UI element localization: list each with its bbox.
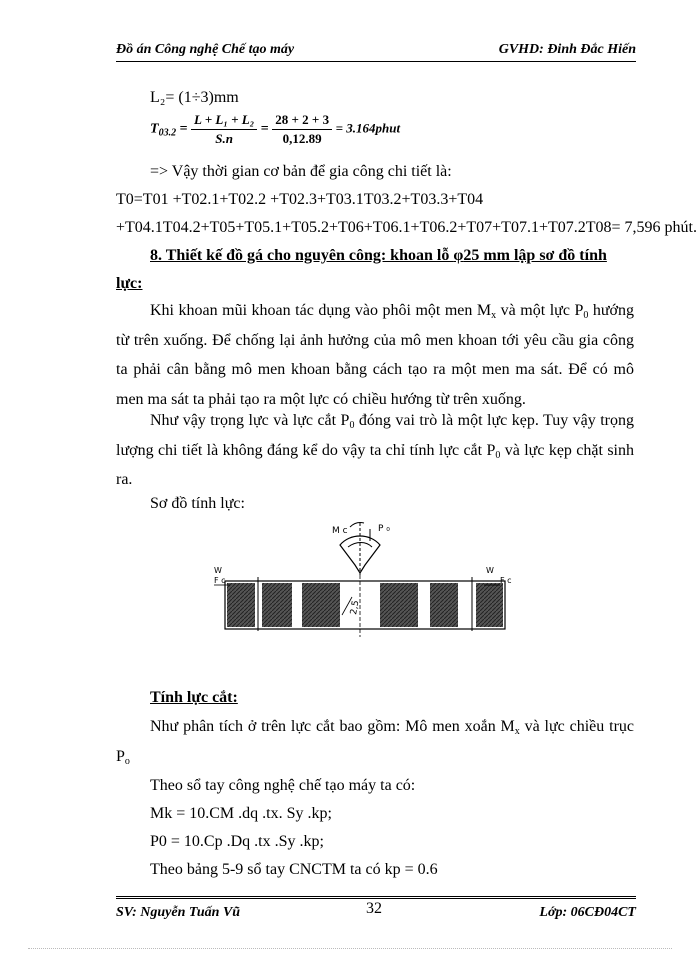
- hatch-left-inner: [262, 583, 292, 627]
- footer-rule: [116, 896, 636, 899]
- fraction-1-numerator: L + L₁ + L₂: [191, 112, 257, 130]
- label-moment: M c: [332, 526, 348, 536]
- total-time-line-1: T0=T01 +T02.1+T02.2 +T02.3+T03.1T03.2+T03.3+T04: [116, 191, 484, 208]
- hatch-right-inner: [430, 583, 458, 627]
- formula-l2: L₂= (1÷3)mm: [150, 89, 239, 106]
- label-w-right: W: [486, 566, 494, 575]
- header-advisor: GVHD: Đinh Đắc Hiến: [498, 42, 636, 57]
- formula-p0: P0 = 10.Cp .Dq .tx .Sy .kp;: [150, 833, 324, 850]
- section-8-heading-part-b: 25 mm lập sơ đồ tính: [463, 247, 607, 264]
- reference-handbook: Theo sổ tay công nghệ chế tạo máy ta có:: [150, 777, 416, 794]
- formula-fraction-2: [272, 112, 332, 147]
- moment-arrow: [350, 523, 364, 528]
- section-8-heading: [150, 246, 620, 266]
- header-doc-title: Đồ án Công nghệ Chế tạo máy: [116, 42, 295, 57]
- hatch-left-outer: [227, 583, 255, 627]
- fraction-2-denominator: 0,12.89: [282, 131, 322, 146]
- cutting-heading: Tính lực cắt:: [150, 689, 238, 706]
- page-number: 32: [366, 900, 382, 917]
- label-w-left: W: [214, 566, 222, 575]
- header-rule: [116, 61, 636, 62]
- label-fc-left: F c: [214, 576, 226, 585]
- formula-mk: Mk = 10.CM .dq .tx. Sy .kp;: [150, 805, 332, 822]
- label-fc-right: F c: [500, 576, 512, 585]
- formula-fraction-1: [191, 112, 257, 147]
- hatch-center-left: [302, 583, 340, 627]
- paragraph-cutting: Như phân tích ở trên lực cắt bao gồm: Mô men xoắn $M_x$ và lực chiều trục $P_o$: [116, 718, 634, 767]
- page-edge: [28, 948, 672, 949]
- footer-student: SV: Nguyễn Tuấn Vũ: [116, 905, 241, 920]
- formula-t032: $T_{03.2}$ = $\frac{\text{L + L₁ + L₂}}{S.n}$ = $\frac{28 + 2 + 3}{0,12.89}$ = 3.164phut: [150, 112, 401, 146]
- hatch-center-right: [380, 583, 418, 627]
- formula-lhs-sub: 03.2: [158, 127, 177, 139]
- summary-intro: => Vậy thời gian cơ bản để gia công chi tiết là:: [150, 163, 452, 180]
- formula-result: = 3.164phut: [335, 120, 401, 136]
- total-time-line-2: +T04.1T04.2+T05+T05.1+T05.2+T06+T06.1+T06.2+T07+T07.1+T07.2T08= 7,596 phút.: [116, 219, 697, 236]
- table-reference: Theo bảng 5-9 sổ tay CNCTM ta có kp = 0.6: [150, 861, 438, 878]
- label-force: P ₀: [378, 524, 390, 534]
- force-diagram: [200, 515, 530, 640]
- section-8-heading-part-a: 8. Thiết kế đồ gá cho nguyên công: khoan lỗ: [150, 247, 454, 264]
- label-dimension: 2,5: [349, 599, 362, 616]
- footer-class: Lớp: 06CĐ04CT: [539, 905, 636, 920]
- section-8-heading-cont: lực:: [116, 275, 143, 292]
- fraction-2-numerator: 28 + 2 + 3: [272, 112, 332, 130]
- paragraph-clamping: Như vậy trọng lực và lực cắt $P_0$ đóng vai trò là một lực kẹp. Tuy vậy trọng lượng chi tiết là không đáng kể do vậy ta chỉ tính lực cắt $P_0$ và lực kẹp chặt sinh ra.: [116, 412, 635, 488]
- diagram-caption: Sơ đồ tính lực:: [150, 495, 245, 512]
- hatch-right-outer: [476, 583, 503, 627]
- paragraph-moment: Khi khoan mũi khoan tác dụng vào phôi một men $M_x$ và một lực $P_0$ hướng từ trên xuống. Để chống lại ảnh hưởng của mô men khoan tới yêu cầu gia công ta phải cân bằng mô men khoan bằng cách tạo ra một men ma sát. Để có mô men ma sát ta phải tạo ra một lực có chiều hướng từ trên xuống.: [116, 302, 635, 408]
- fraction-1-denominator: S.n: [215, 131, 234, 146]
- section-8-heading-phi: φ: [453, 247, 464, 264]
- formula-lhs: T: [150, 121, 159, 137]
